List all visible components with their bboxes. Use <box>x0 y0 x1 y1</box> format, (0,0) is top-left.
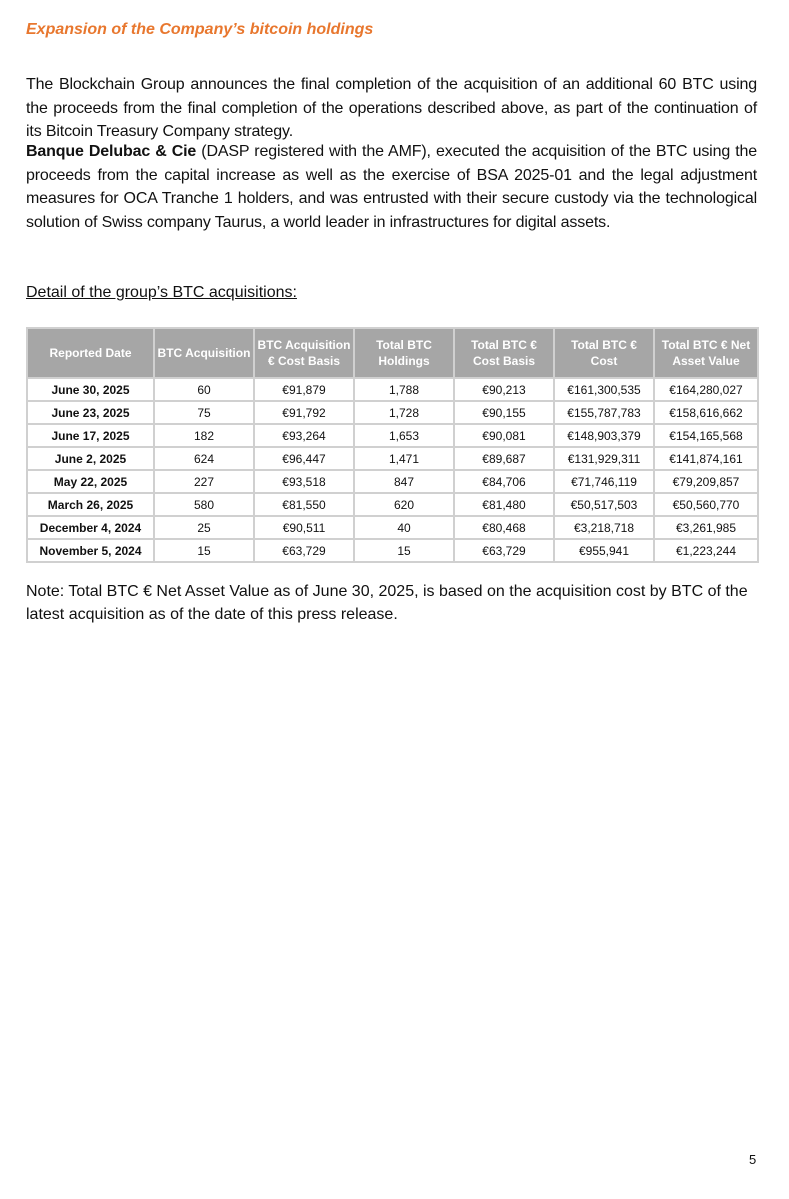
table-cell: €96,447 <box>254 447 354 470</box>
table-cell: €164,280,027 <box>654 378 758 401</box>
table-cell: €1,223,244 <box>654 539 758 562</box>
table-cell: June 2, 2025 <box>27 447 154 470</box>
table-cell: 620 <box>354 493 454 516</box>
table-cell: €80,468 <box>454 516 554 539</box>
table-cell: €3,261,985 <box>654 516 758 539</box>
table-cell: 25 <box>154 516 254 539</box>
table-cell: November 5, 2024 <box>27 539 154 562</box>
table-cell: €81,550 <box>254 493 354 516</box>
header-total-btc-holdings: Total BTC Holdings <box>354 328 454 378</box>
table-cell: 624 <box>154 447 254 470</box>
header-btc-acquisition-cost-basis: BTC Acquisition € Cost Basis <box>254 328 354 378</box>
table-row <box>27 539 758 562</box>
table-cell: 847 <box>354 470 454 493</box>
table-cell: €955,941 <box>554 539 654 562</box>
table-header-row <box>27 328 758 378</box>
header-total-btc-cost-basis: Total BTC € Cost Basis <box>454 328 554 378</box>
table-cell: €3,218,718 <box>554 516 654 539</box>
table-cell: €161,300,535 <box>554 378 654 401</box>
table-cell: €50,560,770 <box>654 493 758 516</box>
custody-text: (DASP registered with the AMF), executed the acquisition of the BTC using the proceeds from the capital increase as well as the exercise of BSA 2025-01 and the legal adjustment measures for OCA Tranche 1 holders, and was entrusted with their secure custody via the technological solution of Swiss company Taurus, a world leader in infrastructures for digital assets. <box>26 143 757 231</box>
table-cell: €131,929,311 <box>554 447 654 470</box>
table-cell: 1,471 <box>354 447 454 470</box>
table-cell: €90,213 <box>454 378 554 401</box>
table-cell: 60 <box>154 378 254 401</box>
table-row <box>27 401 758 424</box>
table-cell: €154,165,568 <box>654 424 758 447</box>
table-cell: 40 <box>354 516 454 539</box>
table-cell: €90,155 <box>454 401 554 424</box>
table-cell: €63,729 <box>254 539 354 562</box>
table-cell: €91,792 <box>254 401 354 424</box>
header-total-btc-cost: Total BTC € Cost <box>554 328 654 378</box>
page-number: 5 <box>749 1152 757 1167</box>
table-cell: €81,480 <box>454 493 554 516</box>
table-cell: 15 <box>154 539 254 562</box>
table-note: Note: Total BTC € Net Asset Value as of June 30, 2025, is based on the acquisition cost by BTC of the latest acquisition as of the date of this press release. <box>26 583 748 623</box>
table-cell: €84,706 <box>454 470 554 493</box>
table-cell: €148,903,379 <box>554 424 654 447</box>
header-btc-acquisition: BTC Acquisition <box>154 328 254 378</box>
table-cell: June 30, 2025 <box>27 378 154 401</box>
table-cell: €71,746,119 <box>554 470 654 493</box>
table-cell: €90,081 <box>454 424 554 447</box>
table-cell: €158,616,662 <box>654 401 758 424</box>
table-cell: €93,518 <box>254 470 354 493</box>
table-title: Detail of the group’s BTC acquisitions: <box>26 284 297 301</box>
table-cell: 1,728 <box>354 401 454 424</box>
table-cell: March 26, 2025 <box>27 493 154 516</box>
table-row <box>27 424 758 447</box>
table-cell: €141,874,161 <box>654 447 758 470</box>
header-reported-date: Reported Date <box>27 328 154 378</box>
header-total-btc-nav: Total BTC € Net Asset Value <box>654 328 758 378</box>
table-cell: €79,209,857 <box>654 470 758 493</box>
table-cell: €63,729 <box>454 539 554 562</box>
table-cell: 1,653 <box>354 424 454 447</box>
table-cell: 1,788 <box>354 378 454 401</box>
table-cell: €90,511 <box>254 516 354 539</box>
table-cell: 15 <box>354 539 454 562</box>
table-cell: December 4, 2024 <box>27 516 154 539</box>
table-cell: €155,787,783 <box>554 401 654 424</box>
table-row <box>27 493 758 516</box>
section-heading: Expansion of the Company’s bitcoin holdings <box>26 21 374 38</box>
table-cell: June 23, 2025 <box>27 401 154 424</box>
table-row <box>27 378 758 401</box>
table-cell: €91,879 <box>254 378 354 401</box>
table-cell: 75 <box>154 401 254 424</box>
table-row <box>27 516 758 539</box>
table-row <box>27 447 758 470</box>
table-cell: June 17, 2025 <box>27 424 154 447</box>
custody-paragraph <box>26 140 757 234</box>
bank-name: Banque Delubac & Cie <box>26 143 197 160</box>
intro-paragraph: The Blockchain Group announces the final completion of the acquisition of an additional 60 BTC using the proceeds from the final completion of the operations described above, as part of the continuation of its Bitcoin Treasury Company strategy. <box>26 76 757 140</box>
table-cell: €50,517,503 <box>554 493 654 516</box>
table-cell: €89,687 <box>454 447 554 470</box>
table-cell: May 22, 2025 <box>27 470 154 493</box>
table-cell: 580 <box>154 493 254 516</box>
table-row <box>27 470 758 493</box>
btc-acquisitions-table <box>26 327 759 563</box>
table-cell: 182 <box>154 424 254 447</box>
table-cell: €93,264 <box>254 424 354 447</box>
table-cell: 227 <box>154 470 254 493</box>
